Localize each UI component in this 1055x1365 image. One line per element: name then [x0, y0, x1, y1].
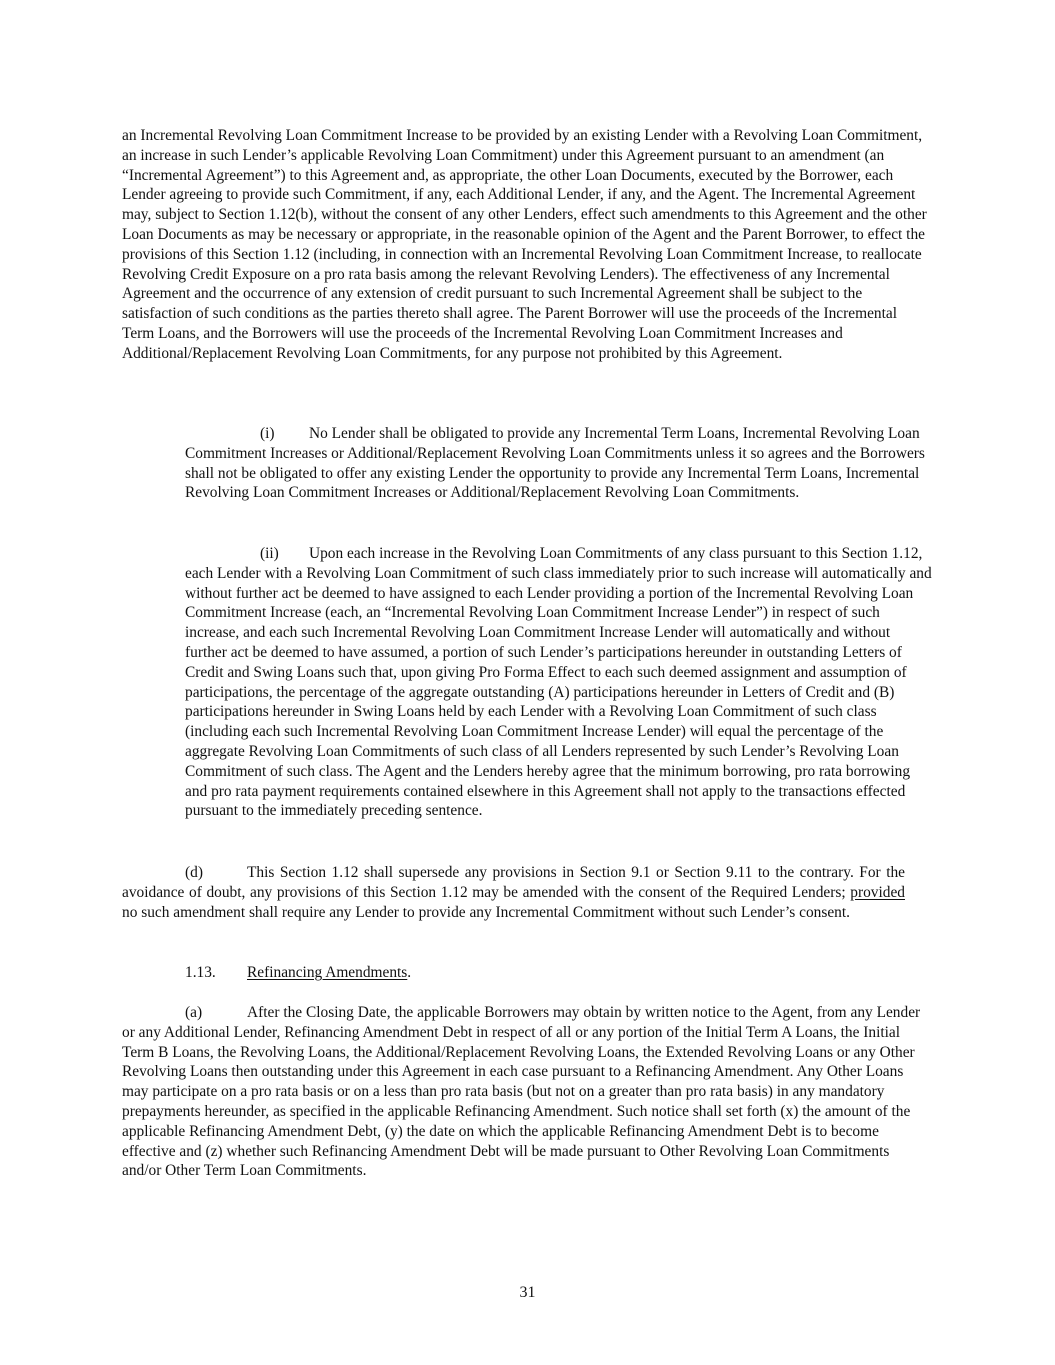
subsection-a: [122, 1003, 922, 1181]
subsection-d-label: (d): [185, 864, 203, 881]
subsection-ii-label: (ii): [260, 545, 279, 562]
subsection-d: [122, 863, 905, 922]
page-number: 31: [519, 1284, 536, 1301]
subsection-d-text-after: no such amendment shall require any Lender to provide any Incremental Commitment without such Lender’s consent.: [122, 903, 851, 921]
subsection-d-text-before: This Section 1.12 shall supersede any provisions in Section 9.1 or Section 9.11 to the contrary. For the avoidance of doubt, any provisions of this Section 1.12 may be amended with the consent of the Required Lenders;: [122, 864, 905, 901]
provided-term: provided: [850, 883, 905, 901]
subsection-i-label: (i): [260, 425, 275, 442]
subsection-a-text: After the Closing Date, the applicable Borrowers may obtain by written notice to the Agent, from any Lender or any Additional Lender, Refinancing Amendment Debt in respect of all or any portion of the Initial Term A Loans, the Initial Term B Loans, the Revolving Loans, the Additional/Replacement Revolving Loans, the Extended Revolving Loans or any Other Revolving Loans then outstanding under this Agreement in each case pursuant to a Refinancing Amendment. Any Other Loans may participate on a pro rata basis or on a less than pro rata basis (but not on a greater than pro rata basis) in any mandatory prepayments hereunder, as specified in the applicable Refinancing Amendment. Such notice shall set forth (x) the amount of the applicable Refinancing Amendment Debt, (y) the date on which the applicable Refinancing Amendment Debt is to become effective and (z) whether such Refinancing Amendment Debt will be made pursuant to Other Revolving Loan Commitments and/or Other Term Loan Commitments.: [122, 1004, 921, 1180]
subsection-i: [185, 424, 932, 503]
section-title-period: .: [407, 964, 412, 981]
subsection-a-label: (a): [185, 1004, 203, 1021]
subsection-ii: [185, 544, 932, 821]
subsection-i-text: No Lender shall be obligated to provide any Incremental Term Loans, Incremental Revolving Loan Commitment Increases or Additional/Replacement Revolving Loan Commitments unless it so agrees and the Borrowers shall not be obligated to offer any existing Lender the opportunity to provide any Incremental Term Loans, Incremental Revolving Loan Commitment Increases or Additional/Replacement Revolving Loan Commitments.: [185, 425, 925, 502]
section-heading: [185, 963, 585, 983]
subsection-ii-text: Upon each increase in the Revolving Loan Commitments of any class pursuant to this Section 1.12, each Lender with a Revolving Loan Commitment of such class immediately prior to such increase will automatically and without further act be deemed to have assigned to each Lender providing a portion of the Incremental Revolving Loan Commitment Increase (each, an “Incremental Revolving Loan Commitment Increase Lender”) in respect of such increase, and each such Incremental Revolving Loan Commitment Increase Lender will automatically and without further act be deemed to have assumed, a portion of such Lender’s participations hereunder in outstanding Letters of Credit and Swing Loans such that, upon giving Pro Forma Effect to each such deemed assignment and assumption of participations, the percentage of the aggregate outstanding (A) participations hereunder in Letters of Credit and (B) participations hereunder in Swing Loans held by each Lender with a Revolving Loan Commitment of such class (including each such Incremental Revolving Loan Commitment Increase Lender) will equal the percentage of the aggregate Revolving Loan Commitments of such class of all Lenders represented by such Lender’s Revolving Loan Commitment of such class. The Agent and the Lenders hereby agree that the minimum borrowing, pro rata borrowing and pro rata payment requirements contained elsewhere in this Agreement shall not apply to the transactions effected pursuant to the immediately preceding sentence.: [185, 545, 932, 820]
section-number: 1.13.: [185, 964, 216, 981]
section-title: Refinancing Amendments: [247, 964, 408, 981]
continuation-paragraph: [122, 126, 932, 364]
continuation-paragraph-text: an Incremental Revolving Loan Commitment Increase to be provided by an existing Lender with a Revolving Loan Commitment, an increase in such Lender’s applicable Revolving Loan Commitment) under this Agreement pursuant to an amendment (an “Incremental Agreement”) to this Agreement and, as appropriate, the other Loan Documents, executed by the Borrower, each Lender agreeing to provide such Commitment, if any, each Additional Lender, if any, and the Agent. The Incremental Agreement may, subject to Section 1.12(b), without the consent of any other Lenders, effect such amendments to this Agreement and the other Loan Documents as may be necessary or appropriate, in the reasonable opinion of the Agent and the Parent Borrower, to effect the provisions of this Section 1.12 (including, in connection with an Incremental Revolving Loan Commitment Increase, to reallocate Revolving Credit Exposure on a pro rata basis among the relevant Revolving Lenders). The effectiveness of any Incremental Agreement and the occurrence of any extension of credit pursuant to such Incremental Agreement shall be subject to the satisfaction of such conditions as the parties thereto shall agree. The Parent Borrower will use the proceeds of the Incremental Term Loans, and the Borrowers will use the proceeds of the Incremental Revolving Loan Commitment Increases and Additional/Replacement Revolving Loan Commitments, for any purpose not prohibited by this Agreement.: [122, 127, 927, 362]
